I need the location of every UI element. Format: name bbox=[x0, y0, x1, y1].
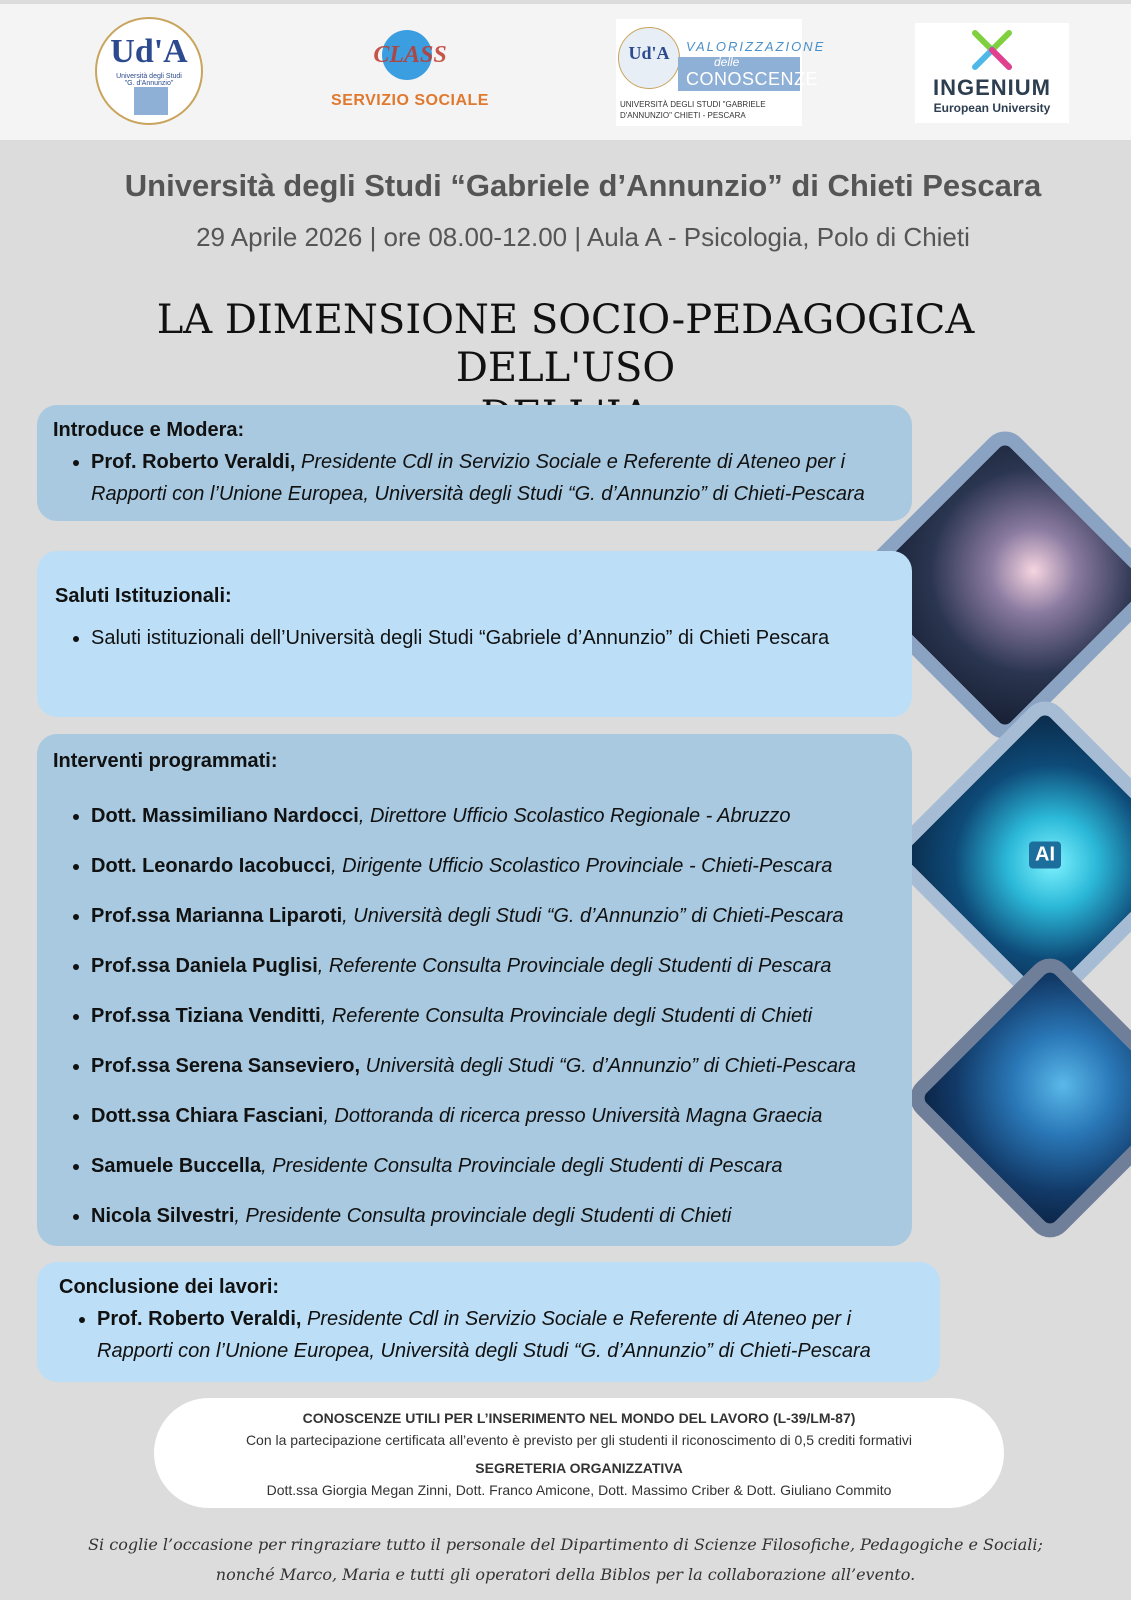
secretariat-title: SEGRETERIA ORGANIZZATIVA bbox=[475, 1460, 683, 1476]
conclusione-heading: Conclusione dei lavori: bbox=[59, 1276, 280, 1298]
valorizzazione-middle-text: delle bbox=[714, 55, 740, 69]
speaker-name: Prof.ssa Daniela Puglisi bbox=[91, 955, 318, 977]
list-item: • Saluti istituzionali dell’Università degli Studi “Gabriele d’Annunzio” di Chieti Pescara bbox=[91, 618, 894, 658]
list-item bbox=[91, 446, 896, 510]
list-item bbox=[91, 891, 896, 941]
speaker-role: , Referente Consulta Provinciale degli Studenti di Pescara bbox=[317, 955, 832, 977]
speaker-name: Prof.ssa Tiziana Venditti bbox=[91, 1005, 321, 1027]
intro-section bbox=[37, 405, 912, 521]
list-item bbox=[91, 991, 896, 1041]
speaker-role: Presidente Cdl in Servizio Sociale e Referente di Ateneo per i Rapporti con l’Unione Europea, Università degli Studi “G. d’Annunzio” di Chieti-Pescara bbox=[91, 451, 865, 505]
speaker-name: Prof. Roberto Veraldi, bbox=[97, 1308, 302, 1330]
speaker-role: , Direttore Ufficio Scolastico Regionale - Abruzzo bbox=[358, 805, 791, 827]
credits-title: CONOSCENZE UTILI PER L’INSERIMENTO NEL MONDO DEL LAVORO (L-39/LM-87) bbox=[302, 1410, 856, 1426]
speaker-role: Università degli Studi “G. d’Annunzio” di Chieti-Pescara bbox=[360, 1055, 856, 1077]
speaker-name: Dott. Leonardo Iacobucci bbox=[91, 855, 332, 877]
thanks-line-1: Si coglie l’occasione per ringraziare tutto il personale del Dipartimento di Scienze Filosofiche, Pedagogiche e Sociali; bbox=[88, 1535, 1043, 1554]
ingenium-x-icon bbox=[967, 27, 1017, 73]
speaker-name: Prof. Roberto Veraldi, bbox=[91, 451, 296, 473]
ai-badge: AI bbox=[1029, 842, 1061, 869]
intro-list bbox=[53, 446, 896, 510]
conclusione-list bbox=[59, 1303, 918, 1367]
speaker-name: Samuele Buccella bbox=[91, 1155, 262, 1177]
university-title: Università degli Studi “Gabriele d’Annunzio” di Chieti Pescara bbox=[124, 168, 1042, 203]
ai-people-image bbox=[902, 950, 1131, 1247]
valorizzazione-university-text: UNIVERSITÀ DEGLI STUDI "GABRIELE D'ANNUNZIO" CHIETI - PESCARA bbox=[620, 100, 766, 120]
ai-brain-image bbox=[882, 692, 1131, 1017]
list-item bbox=[91, 1041, 896, 1091]
speaker-name: Dott. Massimiliano Nardocci bbox=[91, 805, 359, 827]
credits-text: Con la partecipazione certificata all’evento è previsto per gli studenti il riconoscimento di 0,5 crediti formativi bbox=[245, 1432, 913, 1448]
secretariat-names: Dott.ssa Giorgia Megan Zinni, Dott. Franco Amicone, Dott. Massimo Criber & Dott. Giuliano Commito bbox=[266, 1482, 892, 1498]
interventi-section bbox=[37, 734, 912, 1246]
thanks-note bbox=[0, 1530, 1131, 1590]
uda-logo-text: Ud'A bbox=[110, 33, 188, 70]
speaker-role: , Dottoranda di ricerca presso Università Magna Graecia bbox=[323, 1105, 823, 1127]
pedestal-icon bbox=[134, 87, 168, 115]
ingenium-subtitle: European University bbox=[933, 101, 1051, 115]
intro-heading: Introduce e Modera: bbox=[53, 419, 245, 441]
interventi-heading: Interventi programmati: bbox=[53, 750, 278, 772]
info-pill bbox=[154, 1398, 1004, 1508]
uda-logo-subtitle: Università degli Studi "G. d'Annunzio" bbox=[116, 73, 182, 87]
interventi-list bbox=[53, 791, 896, 1241]
ingenium-logo bbox=[915, 23, 1069, 123]
speaker-role: , Università degli Studi “G. d’Annunzio” di Chieti-Pescara bbox=[342, 905, 844, 927]
speaker-role: , Dirigente Ufficio Scolastico Provinciale - Chieti-Pescara bbox=[331, 855, 833, 877]
page-title-line-1: LA DIMENSIONE SOCIO-PEDAGOGICA DELL'USO bbox=[156, 297, 975, 391]
speaker-name: Prof.ssa Serena Sanseviero, bbox=[91, 1055, 361, 1077]
valorizzazione-seal: Ud'A bbox=[618, 27, 680, 89]
speaker-role: , Presidente Consulta Provinciale degli Studenti di Pescara bbox=[261, 1155, 783, 1177]
speaker-role: , Referente Consulta Provinciale degli Studenti di Chieti bbox=[320, 1005, 813, 1027]
speaker-name: Prof.ssa Marianna Liparoti bbox=[91, 905, 343, 927]
speaker-role: Presidente Cdl in Servizio Sociale e Referente di Ateneo per i Rapporti con l’Unione Europea, Università degli Studi “G. d’Annunzio” di Chieti-Pescara bbox=[97, 1308, 871, 1362]
class-logo bbox=[325, 28, 495, 118]
conclusione-section bbox=[37, 1262, 940, 1382]
uda-logo bbox=[95, 17, 203, 125]
saluti-section bbox=[37, 551, 912, 717]
valorizzazione-top-text: VALORIZZAZIONE bbox=[686, 39, 826, 54]
list-item bbox=[91, 1191, 896, 1241]
class-logo-text: CLASS bbox=[373, 42, 447, 68]
event-info: 29 Aprile 2026 | ore 08.00-12.00 | Aula A - Psicologia, Polo di Chieti bbox=[196, 222, 970, 252]
class-logo-subtitle: SERVIZIO SOCIALE bbox=[331, 92, 489, 109]
list-item bbox=[91, 1141, 896, 1191]
list-item bbox=[91, 941, 896, 991]
list-item bbox=[91, 791, 896, 841]
speaker-role: , Presidente Consulta provinciale degli Studenti di Chieti bbox=[234, 1205, 732, 1227]
ingenium-name: INGENIUM bbox=[933, 75, 1051, 100]
list-item bbox=[91, 1091, 896, 1141]
thanks-line-2: nonché Marco, Maria e tutti gli operatori della Biblos per la collaborazione all’evento. bbox=[215, 1565, 916, 1584]
saluti-heading: Saluti Istituzionali: bbox=[55, 585, 232, 607]
list-item bbox=[97, 1303, 918, 1367]
speaker-name: Dott.ssa Chiara Fasciani bbox=[91, 1105, 324, 1127]
list-item bbox=[91, 841, 896, 891]
valorizzazione-logo bbox=[616, 19, 826, 126]
speaker-name: Nicola Silvestri bbox=[91, 1205, 235, 1227]
saluti-list bbox=[55, 618, 894, 658]
valorizzazione-main-text: CONOSCENZE bbox=[686, 69, 819, 89]
